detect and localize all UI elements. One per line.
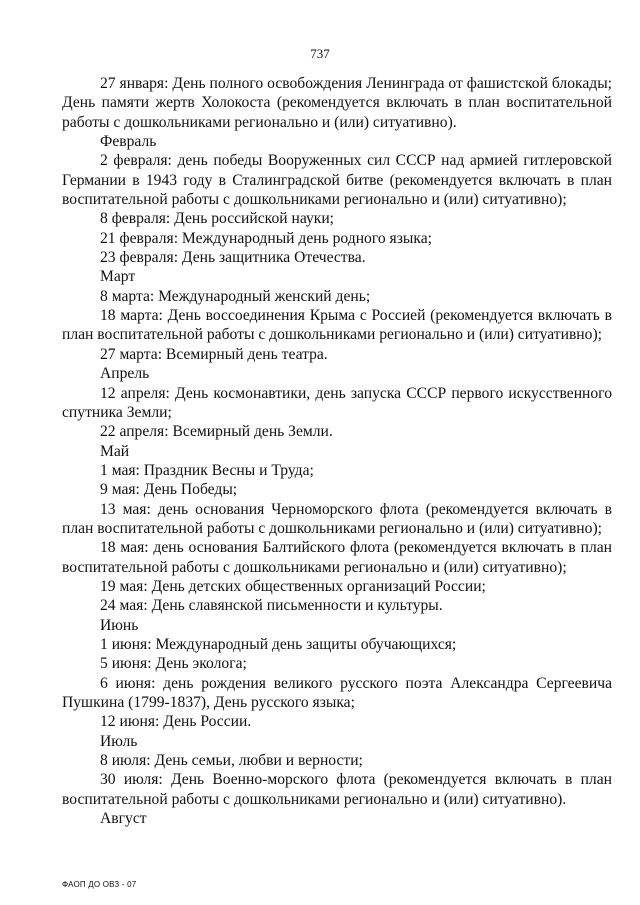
calendar-entry: 13 мая: день основания Черноморского флота (рекомендуется включать в план воспитательной работы с дошкольниками регионально и (или) ситуативно); <box>62 500 612 537</box>
calendar-entry: 24 мая: День славянской письменности и культуры. <box>100 597 443 615</box>
page-number: 737 <box>310 46 330 61</box>
calendar-entry: 8 июля: День семьи, любви и верности; <box>100 752 363 770</box>
calendar-entry: 18 марта: День воссоединения Крыма с Россией (рекомендуется включать в план воспитательной работы с дошкольниками регионально и (или) ситуативно); <box>62 307 612 344</box>
calendar-entry: 30 июля: День Военно-морского флота (рекомендуется включать в план воспитательной работы с дошкольниками регионально и (или) ситуативно). <box>62 771 612 808</box>
calendar-entry: 8 марта: Международный женский день; <box>100 287 371 305</box>
month-heading: Март <box>100 268 136 286</box>
document-body <box>62 74 612 828</box>
calendar-entry: 19 мая: День детских общественных организаций России; <box>100 577 486 595</box>
calendar-entry: 8 февраля: День российской науки; <box>100 210 335 228</box>
month-heading: Май <box>100 442 130 460</box>
calendar-entry: 5 июня: День эколога; <box>100 655 247 673</box>
calendar-entry: 12 июня: День России. <box>100 713 252 731</box>
calendar-entry: 18 мая: день основания Балтийского флота (рекомендуется включать в план воспитательной работы с дошкольниками регионально и (или) ситуативно); <box>62 539 612 576</box>
calendar-entry: 12 апреля: День космонавтики, день запуска СССР первого искусственного спутника Земли; <box>62 384 612 421</box>
month-heading: Апрель <box>100 365 150 383</box>
calendar-entry: 23 февраля: День защитника Отечества. <box>100 249 366 267</box>
calendar-entry: 27 марта: Всемирный день театра. <box>100 345 328 363</box>
month-heading: Июнь <box>100 616 139 634</box>
calendar-entry: 9 мая: День Победы; <box>100 481 238 499</box>
calendar-entry: 1 июня: Международный день защиты обучающихся; <box>100 635 457 653</box>
month-heading: Август <box>100 810 147 828</box>
calendar-entry: 6 июня: день рождения великого русского поэта Александра Сергеевича Пушкина (1799-1837), День русского языка; <box>62 674 612 711</box>
calendar-entry: 22 апреля: Всемирный день Земли. <box>100 423 333 441</box>
month-heading: Февраль <box>100 133 157 151</box>
month-heading: Июль <box>100 732 138 750</box>
calendar-entry: 21 февраля: Международный день родного языка; <box>100 229 432 247</box>
calendar-entry: 1 мая: Праздник Весны и Труда; <box>100 461 314 479</box>
calendar-entry: 27 января: День полного освобождения Ленинграда от фашистской блокады; День памяти жертв Холокоста (рекомендуется включать в план воспитательной работы с дошкольниками регионально и (или) ситуативно). <box>62 75 612 131</box>
calendar-entry: 2 февраля: день победы Вооруженных сил СССР над армией гитлеровской Германии в 1943 году в Сталинградской битве (рекомендуется включать в план воспитательной работы с дошкольниками регионально и (или) ситуативно); <box>62 152 612 209</box>
footer-code: ФАОП ДО ОВЗ - 07 <box>62 880 137 889</box>
